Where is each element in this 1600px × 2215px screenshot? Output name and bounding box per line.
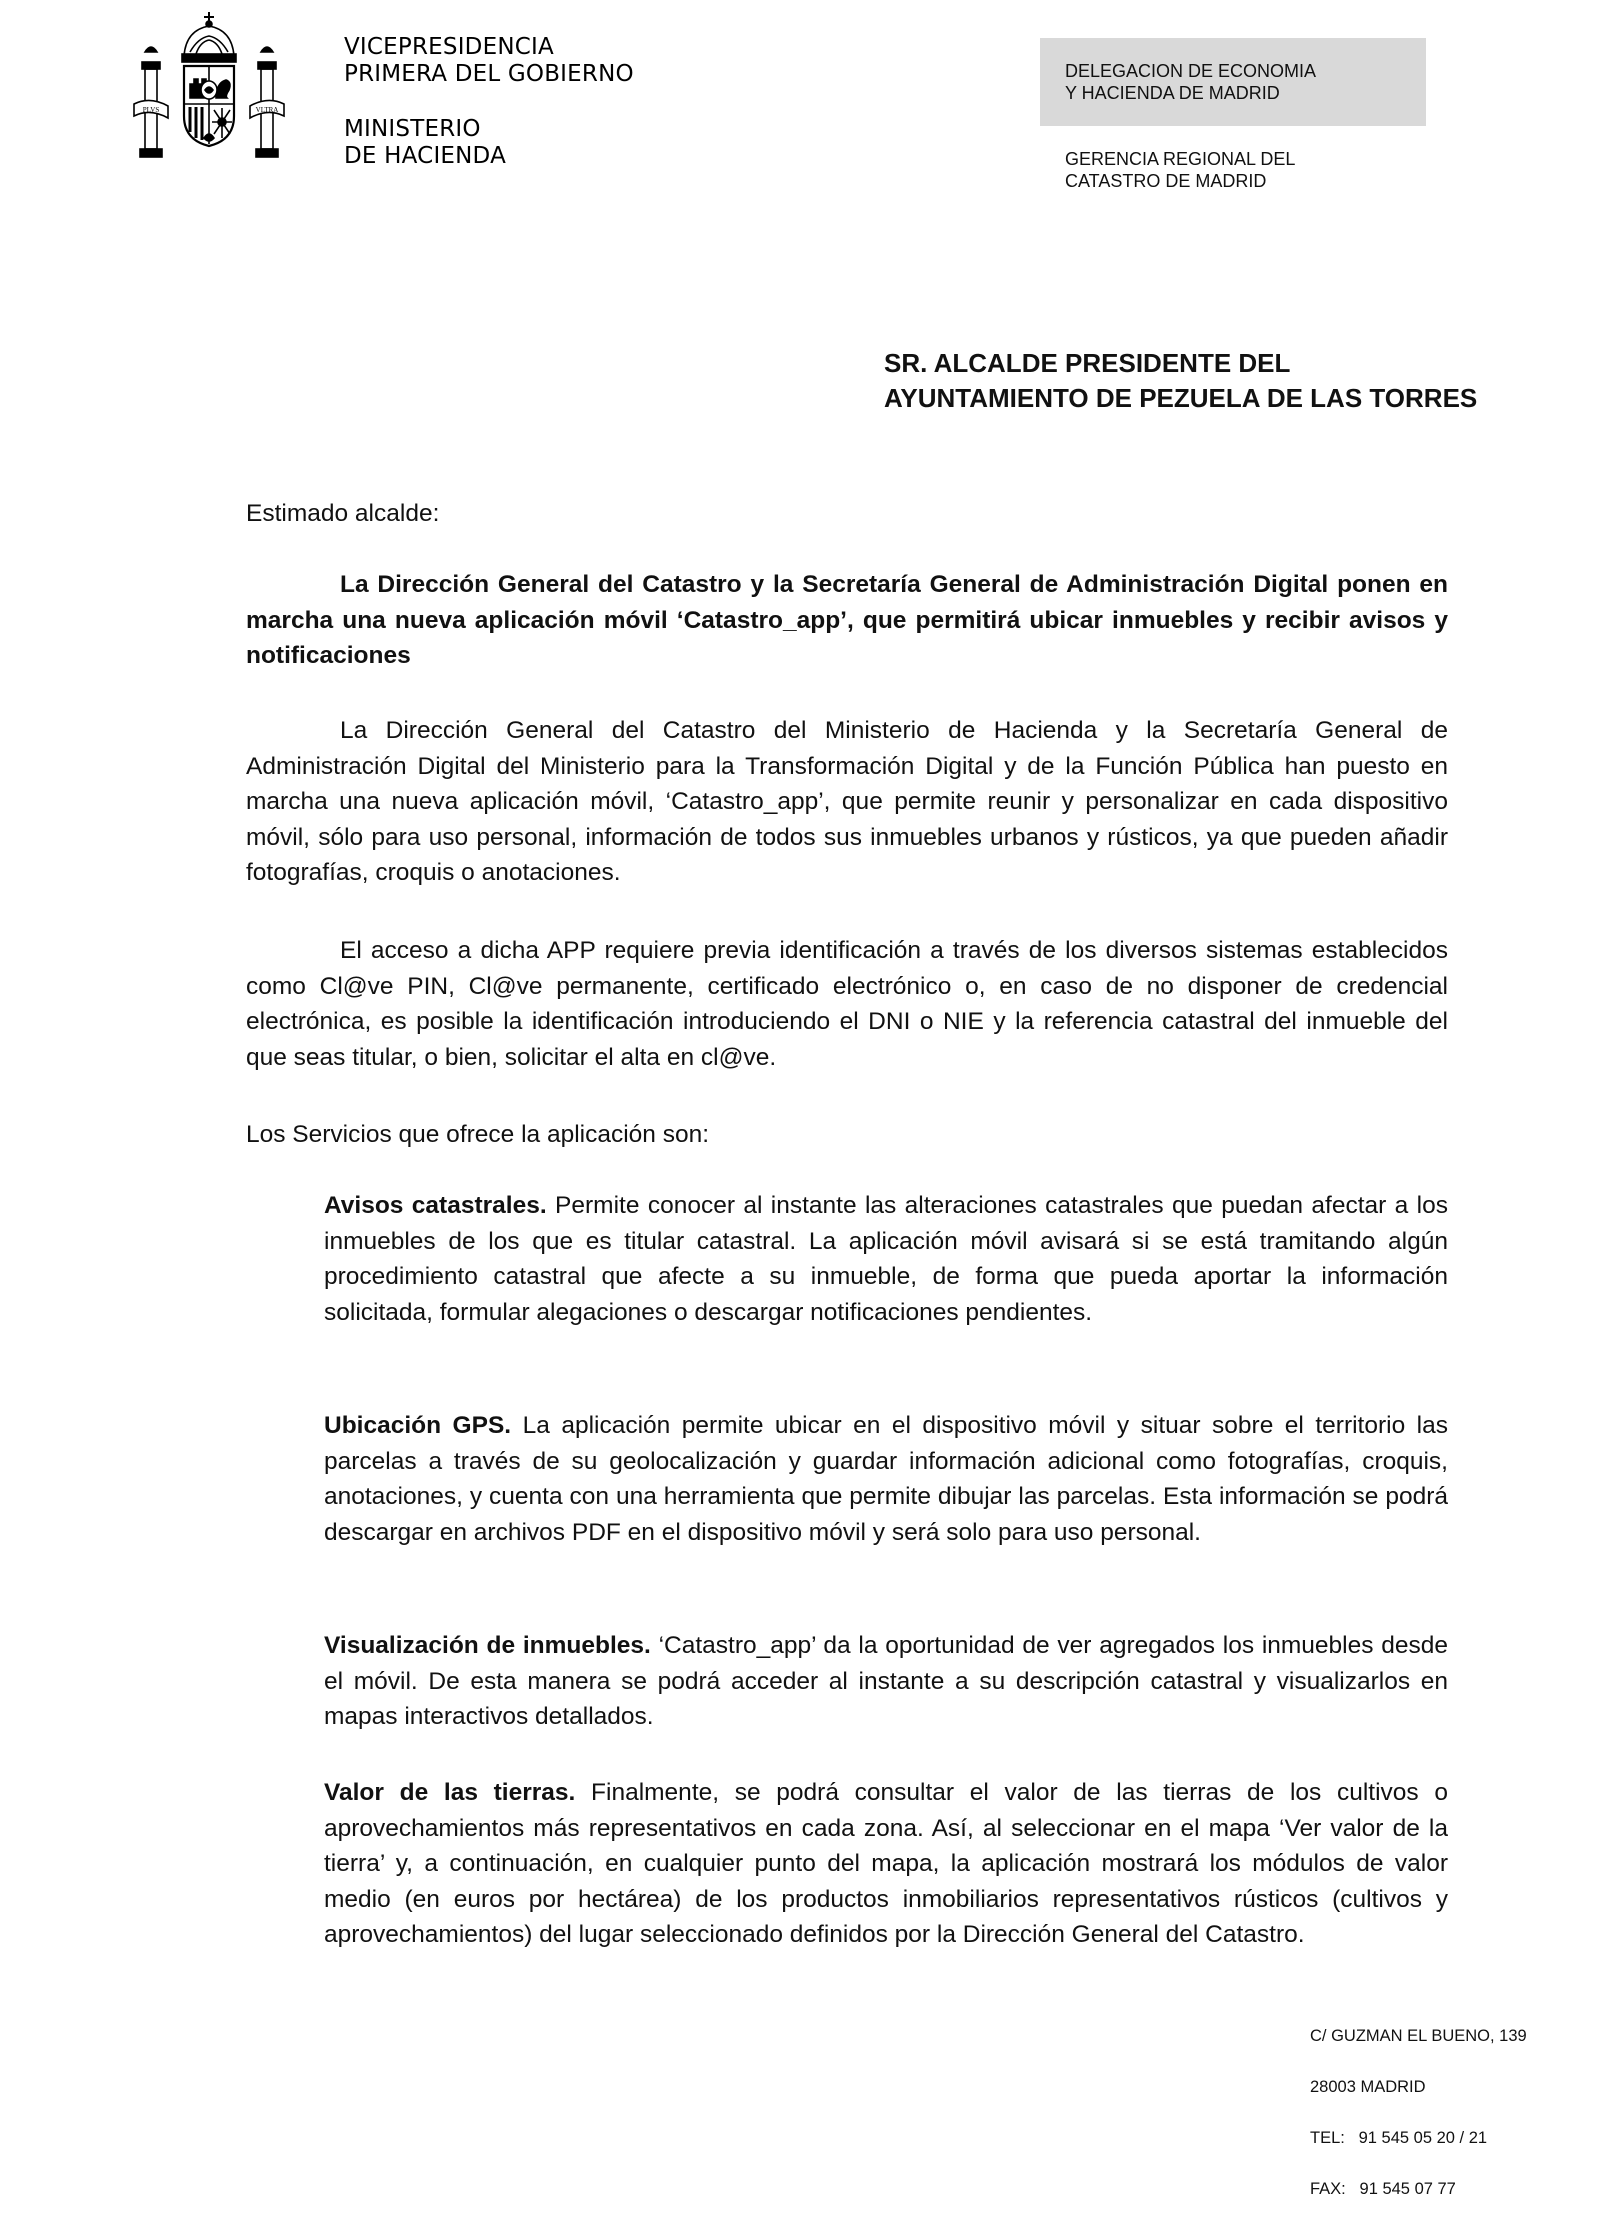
ministry-name-vicepresidencia bbox=[344, 34, 634, 88]
service-title: Visualización de inmuebles. bbox=[324, 1632, 651, 1659]
greeting: Estimado alcalde: bbox=[246, 500, 440, 527]
service-title: Valor de las tierras. bbox=[324, 1779, 576, 1806]
gerencia-line: CATASTRO DE MADRID bbox=[1065, 171, 1267, 191]
ministry-line: MINISTERIO bbox=[344, 116, 481, 142]
headline: La Dirección General del Catastro y la Secretaría General de Administración Digital ponen en marcha una nueva aplicación móvil ‘Catastro_app’, que permitirá ubicar inmuebles y recibir avisos y notificaciones bbox=[246, 571, 1448, 669]
recipient-line: SR. ALCALDE PRESIDENTE DEL bbox=[884, 348, 1291, 378]
ministry-name-hacienda bbox=[344, 116, 506, 170]
ministry-line: VICEPRESIDENCIA bbox=[344, 34, 554, 60]
address-line: TEL: 91 545 05 20 / 21 bbox=[1310, 2129, 1488, 2147]
gerencia-block bbox=[1065, 148, 1295, 192]
recipient-block bbox=[884, 346, 1477, 416]
service-text: Permite conocer al instante las alteraciones catastrales que puedan afectar a los inmuebles de los que es titular catastral. La aplicación móvil avisará si se está tramitando algún procedimiento catastral que afecte a su inmueble, de forma que pueda aportar la información solicitada, formular alegaciones o descargar notificaciones pendientes. bbox=[324, 1192, 1448, 1326]
service-text: ‘Catastro_app’ da la oportunidad de ver agregados los inmuebles desde el móvil. De esta manera se podrá acceder al instante a su descripción catastral y visualizarlos en mapas interactivos detallados. bbox=[324, 1632, 1448, 1730]
coat-banner-right: VLTRA bbox=[255, 106, 279, 114]
delegacion-box bbox=[1040, 38, 1426, 126]
address-line: FAX: 91 545 07 77 bbox=[1310, 2180, 1456, 2198]
service-text: Finalmente, se podrá consultar el valor de las tierras de los cultivos o aprovechamientos más representativos en cada zona. Así, al seleccionar en el mapa ‘Ver valor de la tierra’ y, a continuación, en cualquier punto del mapa, la aplicación mostrará los módulos de valor medio (en euros por hectárea) de los productos inmobiliarios representativos rústicos (cultivos y aprovechamientos) del lugar seleccionado definidos por la Dirección General del Catastro. bbox=[324, 1779, 1448, 1948]
ministry-line: DE HACIENDA bbox=[344, 143, 506, 169]
gerencia-line: GERENCIA REGIONAL DEL bbox=[1065, 149, 1296, 169]
delegacion-line: DELEGACION DE ECONOMIA bbox=[1065, 61, 1317, 81]
service-gps bbox=[324, 1408, 1448, 1550]
coat-banner-left: PLVS bbox=[142, 106, 160, 114]
services-intro: Los Servicios que ofrece la aplicación son: bbox=[246, 1121, 710, 1148]
service-valor bbox=[324, 1775, 1448, 1953]
coat-of-arms-icon bbox=[128, 8, 290, 170]
address-line: C/ GUZMAN EL BUENO, 139 bbox=[1310, 2027, 1527, 2045]
service-title: Avisos catastrales. bbox=[324, 1192, 547, 1219]
paragraph-2: El acceso a dicha APP requiere previa identificación a través de los diversos sistemas establecidos como Cl@ve PIN, Cl@ve permanente, certificado electrónico o, en caso de no disponer de credencial electrónica, es posible la identificación introduciendo el DNI o NIE y la referencia catastral del inmueble del que seas titular, o bien, solicitar el alta en cl@ve. bbox=[246, 937, 1448, 1071]
recipient-line: AYUNTAMIENTO DE PEZUELA DE LAS TORRES bbox=[884, 383, 1478, 413]
ministry-line: PRIMERA DEL GOBIERNO bbox=[344, 61, 634, 87]
service-avisos bbox=[324, 1188, 1448, 1330]
service-title: Ubicación GPS. bbox=[324, 1412, 512, 1439]
service-visualizacion bbox=[324, 1628, 1448, 1735]
address-line: 28003 MADRID bbox=[1310, 2078, 1426, 2096]
delegacion-line: Y HACIENDA DE MADRID bbox=[1065, 83, 1280, 103]
paragraph-1: La Dirección General del Catastro del Ministerio de Hacienda y la Secretaría General de Administración Digital del Ministerio para la Transformación Digital y de la Función Pública han puesto en marcha una nueva aplicación móvil, ‘Catastro_app’, que permite reunir y personalizar en cada dispositivo móvil, sólo para uso personal, información de todos sus inmuebles urbanos y rústicos, ya que pueden añadir fotografías, croquis o anotaciones. bbox=[246, 717, 1448, 886]
footer-address bbox=[1310, 1994, 1527, 2215]
service-text: La aplicación permite ubicar en el dispositivo móvil y situar sobre el territorio las parcelas a través de su geolocalización y guardar información adicional como fotografías, croquis, anotaciones, y cuenta con una herramienta que permite dibujar las parcelas. Esta información se podrá descargar en archivos PDF en el dispositivo móvil y será solo para uso personal. bbox=[324, 1412, 1448, 1546]
